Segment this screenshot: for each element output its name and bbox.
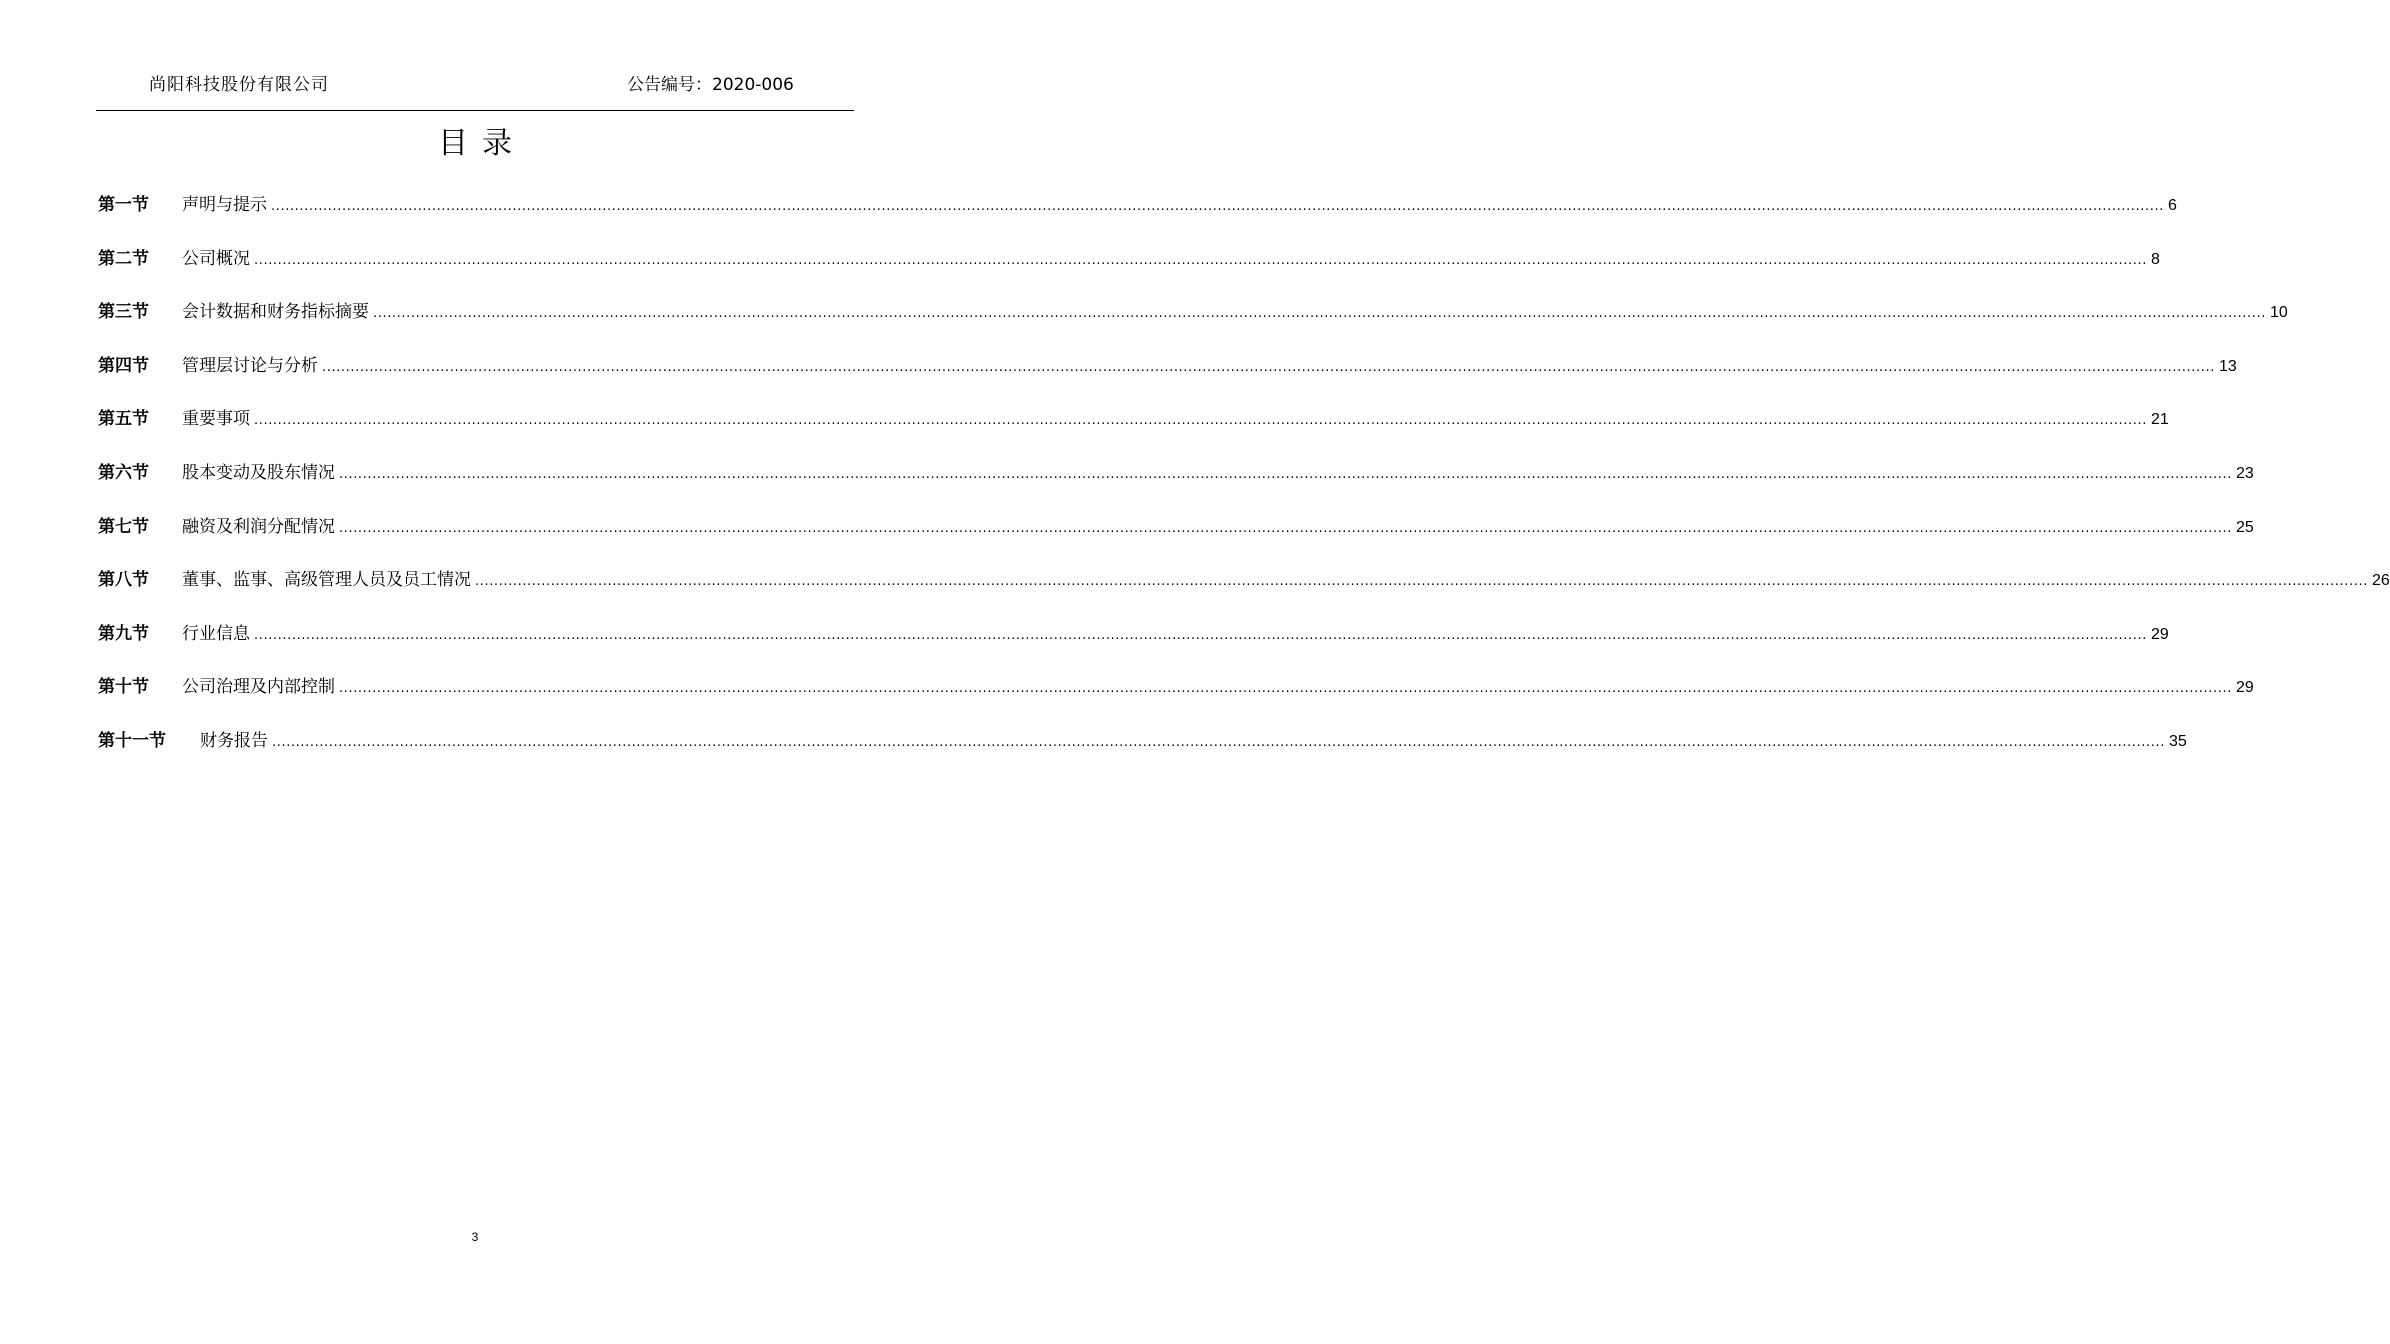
toc-section-number: 第十节: [98, 677, 149, 698]
toc-section-number: 第七节: [98, 516, 149, 537]
toc-section-title: 会计数据和财务指标摘要: [182, 302, 369, 323]
toc-section-title: 财务报告: [200, 730, 268, 751]
page-number: 3: [471, 1230, 479, 1244]
toc-leader-dots: ................................................................................................................................................................................................................................................................................................................................................................................................................: [373, 306, 2266, 322]
toc-section-number: 第六节: [98, 462, 149, 483]
toc-entry[interactable]: [98, 565, 2390, 619]
table-of-contents: [98, 190, 2390, 780]
toc-entry[interactable]: [98, 190, 2177, 244]
toc-leader-dots: ................................................................................................................................................................................................................................................................................................................................................................................................................: [254, 627, 2147, 643]
toc-entry[interactable]: [98, 672, 2254, 726]
toc-page-number: 8: [2150, 250, 2160, 268]
toc-section-title: 董事、监事、高级管理人员及员工情况: [182, 570, 471, 591]
toc-entry[interactable]: [98, 619, 2169, 673]
toc-page-number: 29: [2150, 625, 2169, 643]
notice-number: 公告编号：2020-006: [627, 75, 794, 95]
toc-page-number: 13: [2218, 357, 2237, 375]
toc-section-title: 融资及利润分配情况: [182, 516, 335, 537]
toc-section-title: 股本变动及股东情况: [182, 462, 335, 483]
company-name: 尚阳科技股份有限公司: [149, 75, 329, 95]
toc-entry[interactable]: [98, 726, 2187, 780]
toc-title: 目录: [438, 126, 526, 161]
toc-page-number: 23: [2235, 464, 2254, 482]
toc-leader-dots: ................................................................................................................................................................................................................................................................................................................................................................................................................: [322, 359, 2215, 375]
toc-section-number: 第十一节: [98, 730, 166, 751]
toc-page-number: 26: [2371, 572, 2390, 590]
toc-entry[interactable]: [98, 512, 2254, 566]
toc-section-title: 公司概况: [182, 248, 250, 269]
toc-section-title: 管理层讨论与分析: [182, 355, 318, 376]
toc-leader-dots: ................................................................................................................................................................................................................................................................................................................................................................................................................: [272, 734, 2165, 750]
toc-section-title: 重要事项: [182, 409, 250, 430]
toc-section-number: 第一节: [98, 195, 149, 215]
toc-leader-dots: ................................................................................................................................................................................................................................................................................................................................................................................................................: [475, 574, 2368, 590]
toc-section-number: 第三节: [98, 302, 149, 323]
toc-page-number: 10: [2269, 304, 2288, 322]
toc-entry[interactable]: [98, 244, 2160, 298]
toc-section-number: 第四节: [98, 355, 149, 376]
toc-leader-dots: ................................................................................................................................................................................................................................................................................................................................................................................................................: [339, 681, 2232, 697]
toc-section-title: 声明与提示: [182, 195, 267, 215]
toc-section-number: 第二节: [98, 248, 149, 269]
toc-leader-dots: ................................................................................................................................................................................................................................................................................................................................................................................................................: [271, 199, 2164, 214]
toc-page-number: 35: [2168, 732, 2187, 750]
toc-entry[interactable]: [98, 458, 2254, 512]
toc-section-title: 公司治理及内部控制: [182, 677, 335, 698]
toc-leader-dots: ................................................................................................................................................................................................................................................................................................................................................................................................................: [339, 520, 2232, 536]
toc-leader-dots: ................................................................................................................................................................................................................................................................................................................................................................................................................: [254, 252, 2147, 268]
toc-entry[interactable]: [98, 297, 2288, 351]
toc-entry[interactable]: [98, 351, 2237, 405]
toc-page-number: 29: [2235, 679, 2254, 697]
toc-section-number: 第八节: [98, 570, 149, 591]
toc-page-number: 6: [2167, 197, 2177, 214]
toc-section-number: 第九节: [98, 623, 149, 644]
toc-page-number: 21: [2150, 411, 2169, 429]
toc-section-title: 行业信息: [182, 623, 250, 644]
page-header: [96, 66, 854, 111]
toc-section-number: 第五节: [98, 409, 149, 430]
toc-entry[interactable]: [98, 404, 2169, 458]
toc-leader-dots: ................................................................................................................................................................................................................................................................................................................................................................................................................: [254, 413, 2147, 429]
toc-page-number: 25: [2235, 518, 2254, 536]
toc-leader-dots: ................................................................................................................................................................................................................................................................................................................................................................................................................: [339, 466, 2232, 482]
